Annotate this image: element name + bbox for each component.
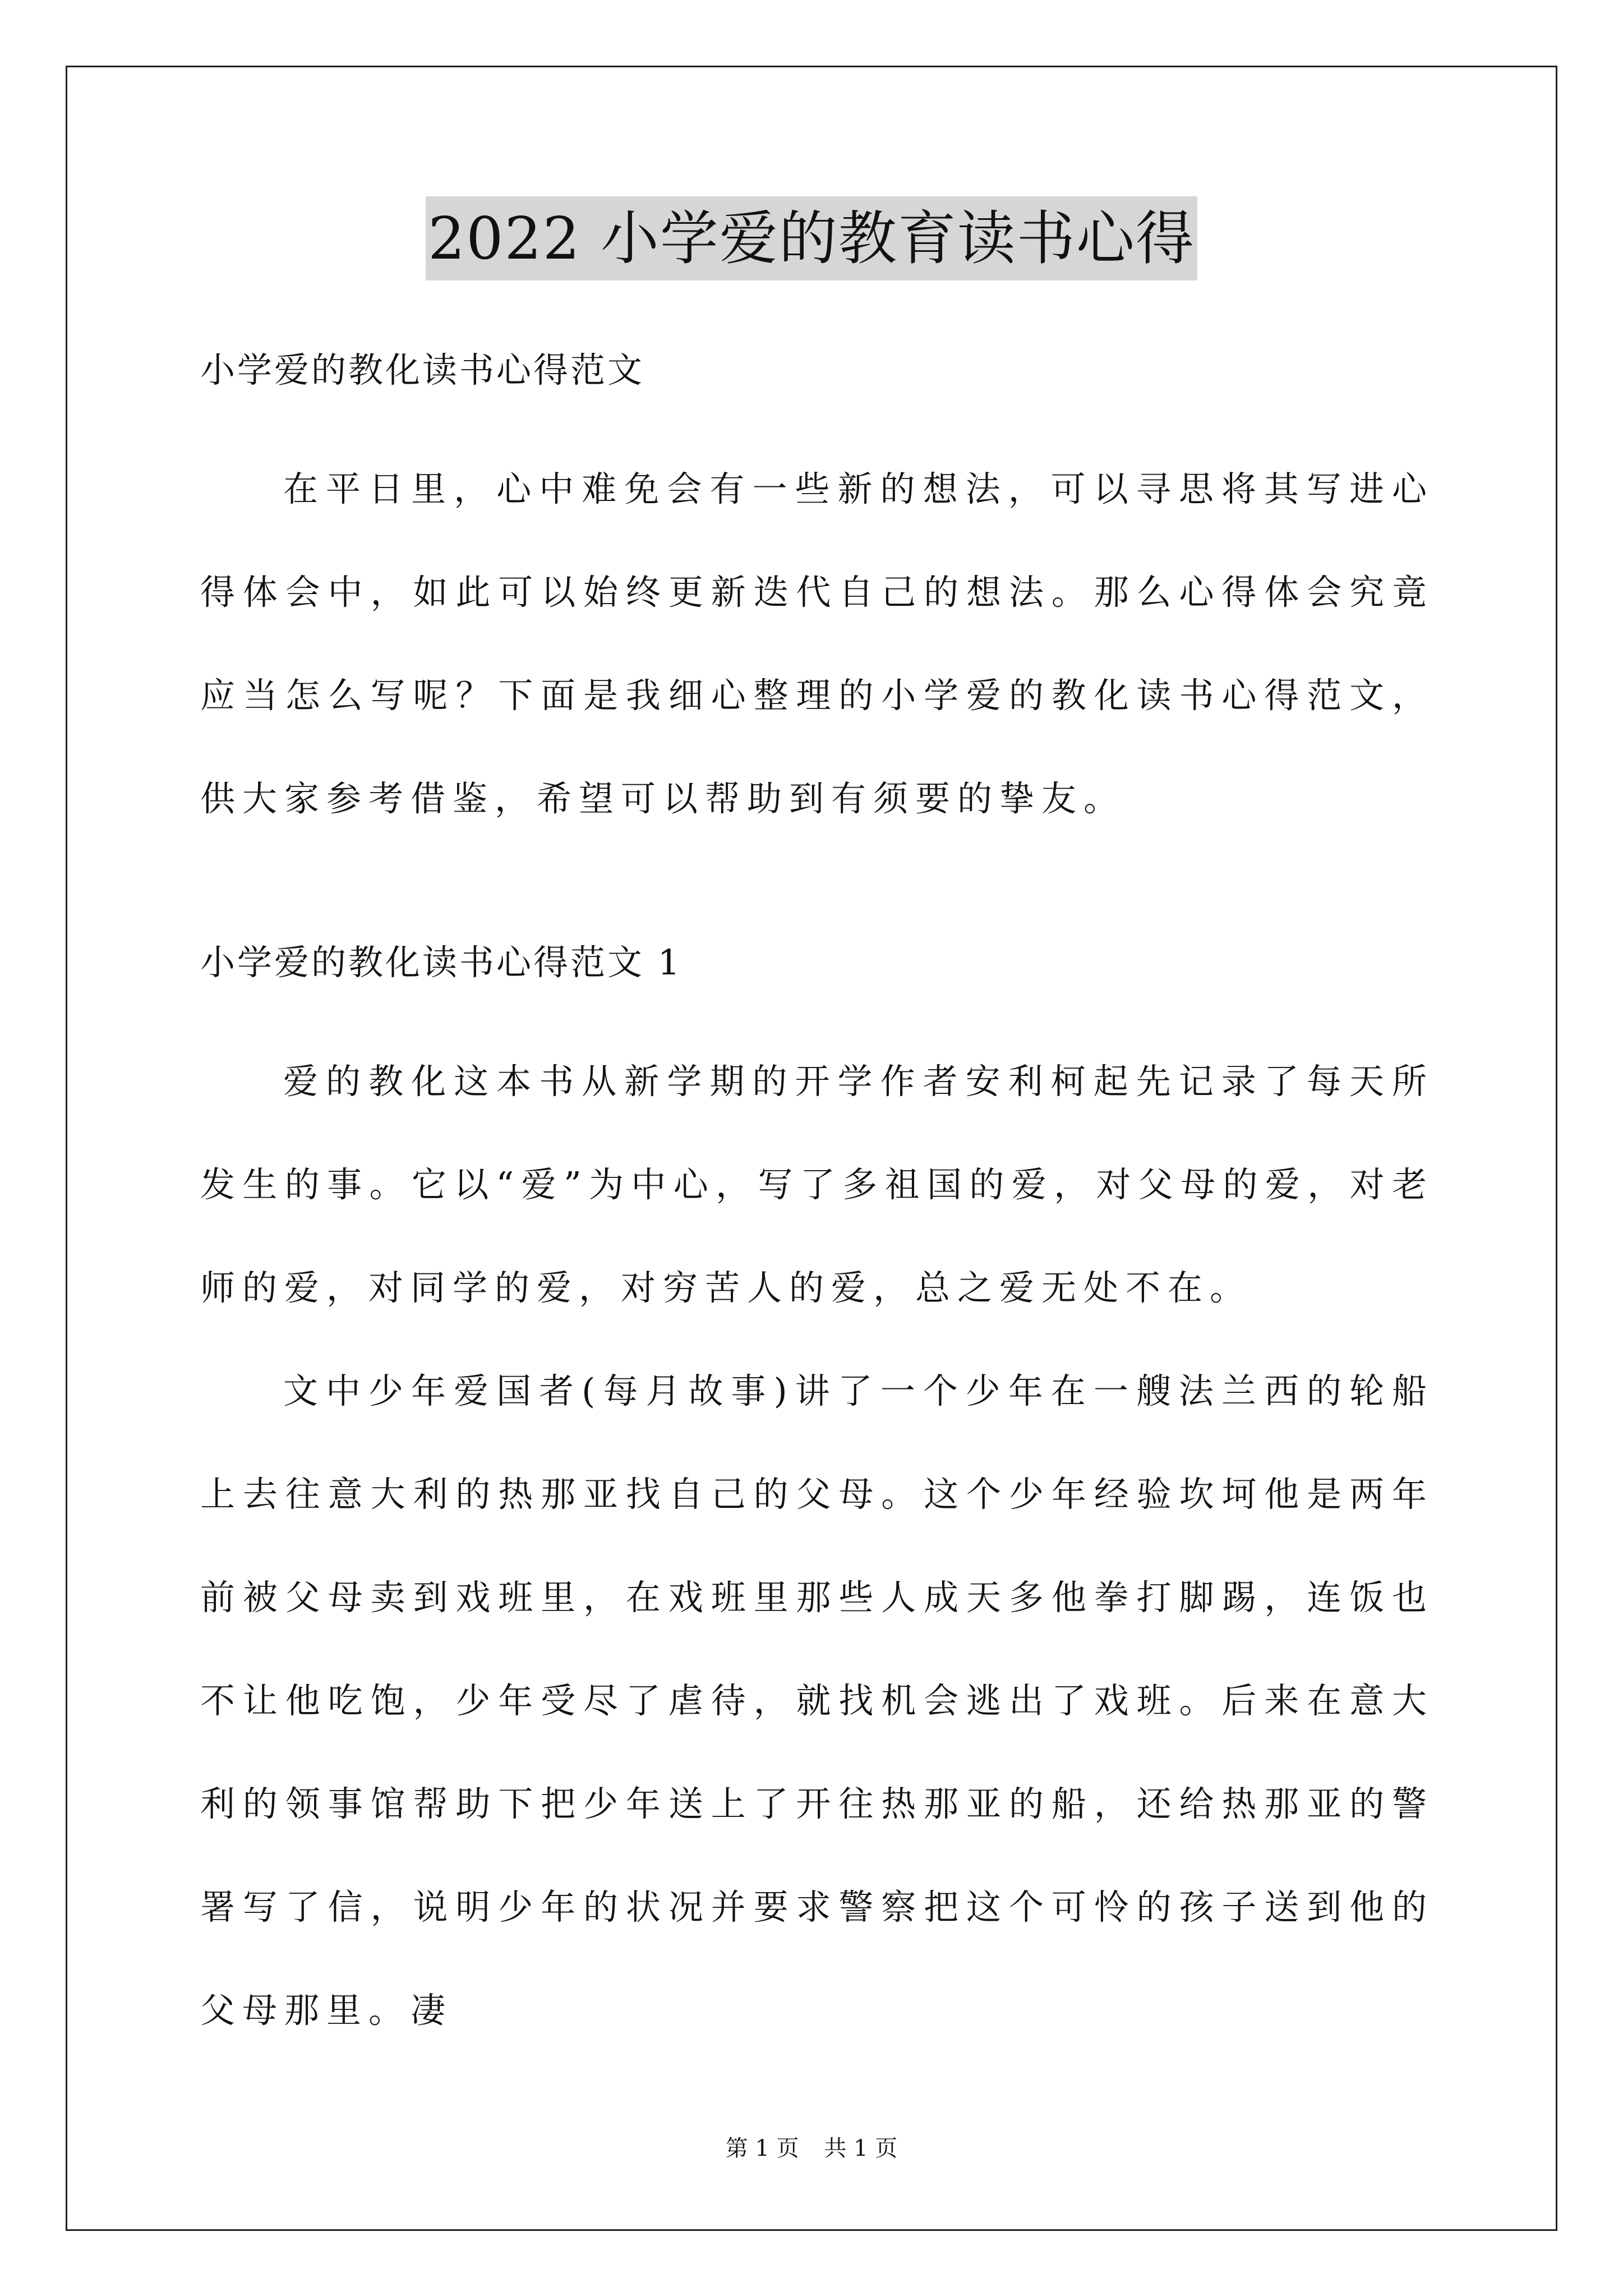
document-body <box>200 314 1434 2062</box>
body-paragraph: 文中少年爱国者(每月故事)讲了一个少年在一艘法兰西的轮船上去往意大利的热那亚找自己的父母。这个少年经验坎坷他是两年前被父母卖到戏班里，在戏班里那些人成天多他拳打脚踢，连饭也不让他吃饱，少年受尽了虐待，就找机会逃出了戏班。后来在意大利的领事馆帮助下把少年送上了开往热那亚的船，还给热那亚的警署写了信，说明少年的状况并要求警察把这个可怜的孩子送到他的父母那里。凄 <box>200 1370 1434 2031</box>
document-title: 2022 小学爱的教育读书心得 <box>426 196 1197 280</box>
intro-paragraph: 在平日里，心中难免会有一些新的想法，可以寻思将其写进心得体会中，如此可以始终更新迭代自己的想法。那么心得体会究竟应当怎么写呢？下面是我细心整理的小学爱的教化读书心得范文，供大家参考借鉴，希望可以帮助到有须要的挚友。 <box>200 468 1434 819</box>
page-total: 共 1 页 <box>824 2136 898 2161</box>
page-number: 第 1 页 <box>725 2136 799 2161</box>
section-heading: 小学爱的教化读书心得范文 <box>200 349 645 390</box>
body-paragraph: 爱的教化这本书从新学期的开学作者安利柯起先记录了每天所发生的事。它以“爱”为中心，写了多祖国的爱，对父母的爱，对老师的爱，对同学的爱，对穷苦人的爱，总之爱无处不在。 <box>200 1061 1434 1308</box>
section-heading: 小学爱的教化读书心得范文 1 <box>200 942 683 983</box>
title-container <box>0 196 1623 280</box>
page-footer <box>0 2132 1623 2165</box>
